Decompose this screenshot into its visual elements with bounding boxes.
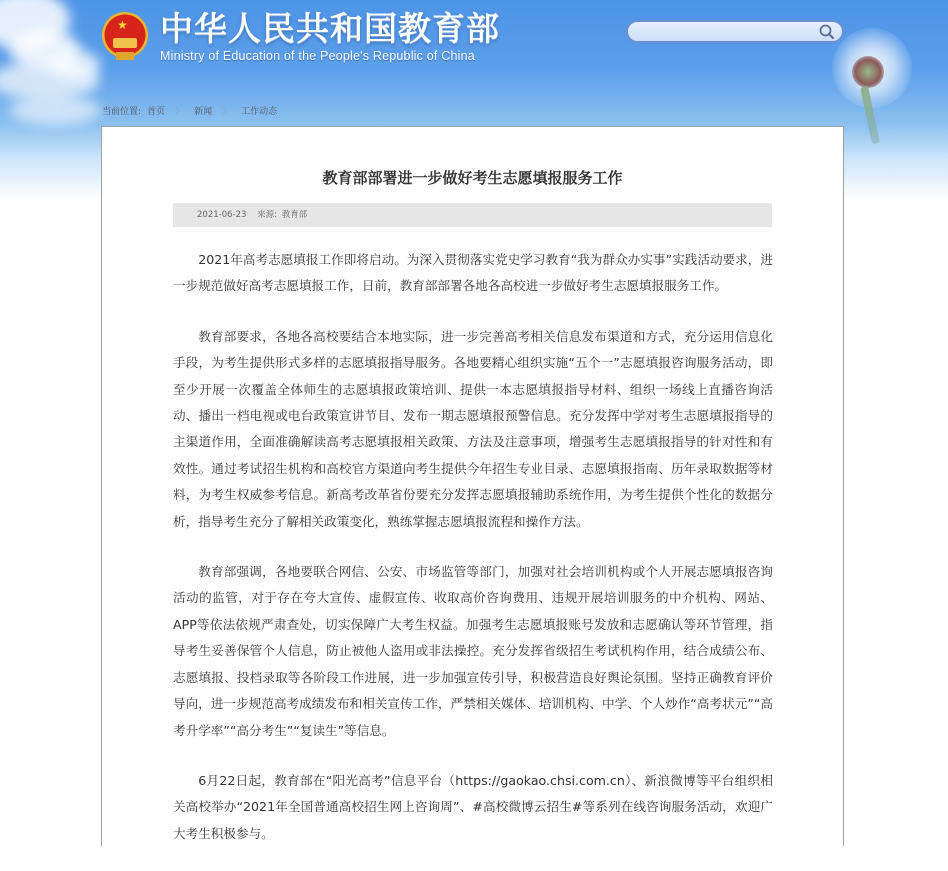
article-paragraph: 教育部要求，各地各高校要结合本地实际，进一步完善高考相关信息发布渠道和方式，充分运用信息化手段，为考生提供形式多样的志愿填报指导服务。各地要精心组织实施“五个一”志愿填报咨询服务活动，即至少开展一次覆盖全体师生的志愿填报政策培训、提供一本志愿填报指导材料、组织一场线上直播咨询活动、播出一档电视或电台政策宣讲节目、发布一期志愿填报预警信息。充分发挥中学对考生志愿填报指导的主渠道作用，全面准确解读高考志愿填报相关政策、方法及注意事项，增强考生志愿填报指导的针对性和有效性。通过考试招生机构和高校官方渠道向考生提供今年招生专业目录、志愿填报指南、历年录取数据等材料，为考生权威参考信息。新高考改革省份要充分发挥志愿填报辅助系统作用，为考生提供个性化的数据分析，指导考生充分了解相关政策变化，熟练掌握志愿填报流程和操作方法。 bbox=[173, 328, 773, 529]
dandelion-core-decoration bbox=[852, 56, 884, 88]
article-paragraph: 教育部强调，各地要联合网信、公安、市场监管等部门，加强对社会培训机构或个人开展志愿填报咨询活动的监管，对于存在夸大宣传、虚假宣传、收取高价咨询费用、违规开展培训服务的中介机构、网站、APP等依法依规严肃查处，切实保障广大考生权益。加强考生志愿填报账号发放和志愿确认等环节管理，指导考生妥善保管个人信息，防止被他人盗用或非法操控。充分发挥省级招生考试机构作用，结合成绩公布、志愿填报、投档录取等各阶段工作进展，进一步加强宣传引导，积极营造良好舆论氛围。坚持正确教育评价导向，进一步规范高考成绩发布和相关宣传工作，严禁相关媒体、培训机构、中学、个人炒作“高考状元”“高考升学率”“高分考生”“复读生”等信息。 bbox=[173, 564, 773, 738]
site-title-cn: 中华人民共和国教育部 bbox=[160, 9, 500, 48]
search-box bbox=[626, 20, 844, 43]
cloud-decoration bbox=[10, 95, 100, 125]
article-paragraph: 6月22日起，教育部在“阳光高考”信息平台（https://gaokao.chsi.com.cn）、新浪微博等平台组织相关高校举办“2021年全国普通高校招生网上咨询周”、#高校微博云招生#等系列在线咨询服务活动，欢迎广大考生积极参与。 bbox=[173, 772, 773, 841]
article-body bbox=[173, 247, 773, 871]
article-date: 2021-06-23 bbox=[197, 210, 247, 220]
breadcrumb-separator-icon: 〉 bbox=[175, 107, 185, 117]
breadcrumb-separator-icon: 〉 bbox=[222, 107, 232, 117]
breadcrumb-news[interactable]: 新闻 bbox=[194, 107, 213, 117]
article-panel bbox=[101, 126, 844, 846]
article-meta bbox=[173, 203, 772, 227]
search-input[interactable] bbox=[638, 24, 818, 40]
site-logo[interactable] bbox=[102, 10, 500, 63]
national-emblem-icon: ★ bbox=[102, 12, 148, 62]
breadcrumb-label: 当前位置: bbox=[102, 107, 142, 117]
site-title-en: Ministry of Education of the People's Republic of China bbox=[160, 49, 475, 63]
breadcrumb-work-news[interactable]: 工作动态 bbox=[241, 107, 278, 117]
article-title: 教育部部署进一步做好考生志愿填报服务工作 bbox=[322, 169, 623, 187]
article-paragraph: 2021年高考志愿填报工作即将启动。为深入贯彻落实党史学习教育“我为群众办实事”实践活动要求，进一步规范做好高考志愿填报工作，日前，教育部部署各地各高校进一步做好考生志愿填报服务工作。 bbox=[173, 252, 773, 294]
article-source-label: 来源: bbox=[257, 210, 277, 220]
cloud-decoration bbox=[50, 50, 100, 80]
breadcrumb bbox=[102, 104, 277, 117]
search-icon[interactable] bbox=[818, 23, 836, 41]
article-source: 教育部 bbox=[281, 210, 308, 220]
breadcrumb-home[interactable]: 首页 bbox=[147, 107, 166, 117]
